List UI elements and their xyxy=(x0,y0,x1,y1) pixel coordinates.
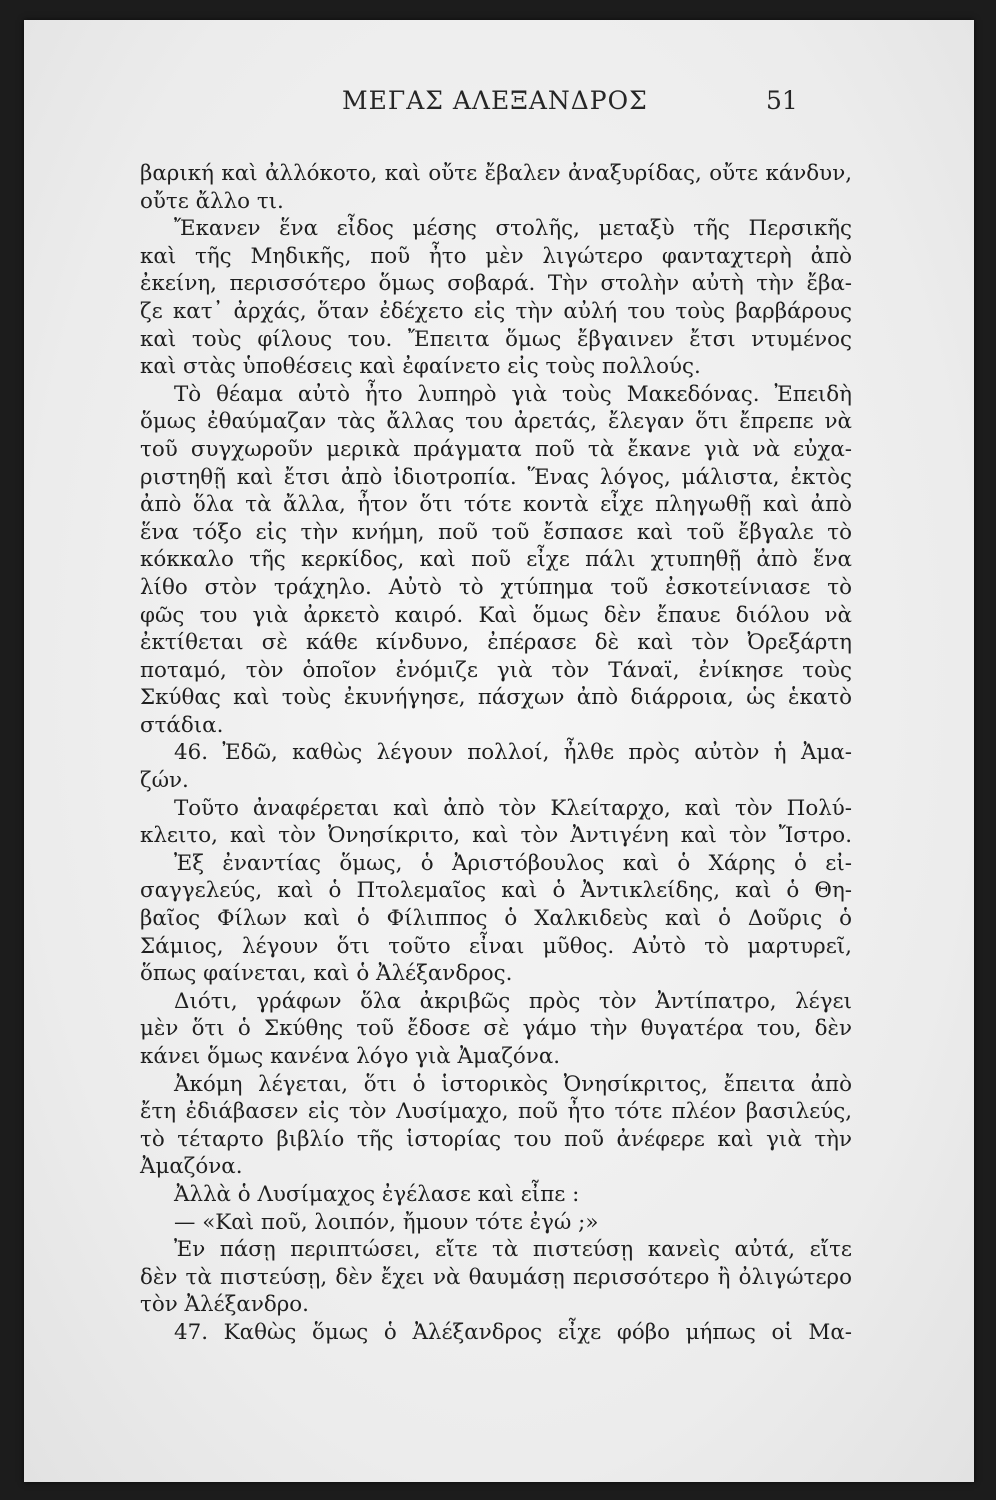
text-line: οὔτε ἄλλο τι. xyxy=(140,188,284,214)
text-line: καὶ τῆς Μηδικῆς, ποῦ ἦτο μὲν λιγώτερο φανταχτερὴ ἀπὸ xyxy=(140,243,852,269)
text-line: λίθο στὸν τράχηλο. Αὐτὸ τὸ χτύπημα τοῦ ἐσκοτείνιασε τὸ xyxy=(140,574,852,600)
text-line: ἀπὸ ὅλα τὰ ἄλλα, ἦτον ὅτι τότε κοντὰ εἶχε πληγωθῇ καὶ ἀπὸ xyxy=(140,492,852,518)
paragraph-start-line: Τὸ θέαμα αὐτὸ ἦτο λυπηρὸ γιὰ τοὺς Μακεδόνας. Ἐπειδὴ xyxy=(174,381,852,407)
page-number: 51 xyxy=(766,86,798,115)
dialogue-line: — «Καὶ ποῦ, λοιπόν, ἤμουν τότε ἐγώ ;» xyxy=(174,1209,599,1235)
paragraph-start-line: Τοῦτο ἀναφέρεται καὶ ἀπὸ τὸν Κλείταρχο, καὶ τὸν Πολύ- xyxy=(174,795,852,821)
text-line: Ἀμαζόνα. xyxy=(140,1154,243,1180)
text-line: στάδια. xyxy=(140,712,224,738)
text-line: κάνει ὅμως κανένα λόγο γιὰ Ἀμαζόνα. xyxy=(140,1044,561,1069)
text-line: ποταμό, τὸν ὁποῖον ἐνόμιζε γιὰ τὸν Τάναϊ, ἐνίκησε τοὺς xyxy=(140,657,852,683)
text-line: ἔτη ἐδιάβασεν εἰς τὸν Λυσίμαχο, ποῦ ἦτο τότε πλέον βασιλεύς, xyxy=(140,1099,852,1125)
text-line: ἐκείνη, περισσότερο ὅμως σοβαρά. Τὴν στολὴν αὐτὴ τὴν ἔβα- xyxy=(140,271,852,297)
text-line: καὶ τοὺς φίλους του. Ἔπειτα ὅμως ἔβγαινεν ἔτσι ντυμένος xyxy=(140,326,852,352)
page-header xyxy=(24,86,974,126)
text-line: τὸν Ἀλέξανδρο. xyxy=(140,1292,309,1318)
text-line: Σκύθας καὶ τοὺς ἐκυνήγησε, πάσχων ἀπὸ διάρροια, ὡς ἑκατὸ xyxy=(140,685,852,711)
text-line: φῶς του γιὰ ἀρκετὸ καιρό. Καὶ ὅμως δὲν ἔπαυε διόλου νὰ xyxy=(140,602,852,628)
book-page xyxy=(24,20,974,1482)
text-line: δὲν τὰ πιστεύσῃ, δὲν ἔχει νὰ θαυμάσῃ περισσότερο ἢ ὀλιγώτερο xyxy=(140,1264,852,1290)
text-line: τὸ τέταρτο βιβλίο τῆς ἱστορίας του ποῦ ἀνέφερε καὶ γιὰ τὴν xyxy=(140,1126,852,1152)
running-title: ΜΕΓΑΣ ΑΛΕΞΑΝΔΡΟΣ xyxy=(342,86,648,115)
text-line: Σάμιος, λέγουν ὅτι τοῦτο εἶναι μῦθος. Αὐτὸ τὸ μαρτυρεῖ, xyxy=(140,933,852,959)
text-line: κλειτο, καὶ τὸν Ὀνησίκριτο, καὶ τὸν Ἀντιγένη καὶ τὸν Ἴστρο. xyxy=(140,823,852,849)
text-line: μὲν ὅτι ὁ Σκύθης τοῦ ἔδοσε σὲ γάμο τὴν θυγατέρα του, δὲν xyxy=(140,1016,852,1042)
text-line: ὅμως ἐθαύμαζαν τὰς ἄλλας του ἀρετάς, ἔλεγαν ὅτι ἔπρεπε νὰ xyxy=(140,409,852,435)
text-line: ζε κατ᾽ ἀρχάς, ὅταν ἐδέχετο εἰς τὴν αὐλή του τοὺς βαρβάρους xyxy=(140,298,852,324)
text-line: καὶ στὰς ὑποθέσεις καὶ ἐφαίνετο εἰς τοὺς πολλούς. xyxy=(140,354,701,380)
paragraph-start-line: Ἀλλὰ ὁ Λυσίμαχος ἐγέλασε καὶ εἶπε : xyxy=(174,1181,580,1207)
text-line: τοῦ συγχωροῦν μερικὰ πράγματα ποῦ τὰ ἔκανε γιὰ νὰ εὐχα- xyxy=(140,436,852,462)
text-line: ἐκτίθεται σὲ κάθε κίνδυνο, ἐπέρασε δὲ καὶ τὸν Ὀρεξάρτη xyxy=(140,630,852,656)
paragraph-start-line: Ἐν πάσῃ περιπτώσει, εἴτε τὰ πιστεύσῃ κανεὶς αὐτά, εἴτε xyxy=(174,1237,852,1263)
paragraph-start-line: Διότι, γράφων ὅλα ἀκριβῶς πρὸς τὸν Ἀντίπατρο, λέγει xyxy=(174,988,852,1014)
body-text xyxy=(140,160,852,1347)
text-line: ἕνα τόξο εἰς τὴν κνήμη, ποῦ τοῦ ἔσπασε καὶ τοῦ ἔβγαλε τὸ xyxy=(140,519,852,545)
text-line: κόκκαλο τῆς κερκίδος, καὶ ποῦ εἶχε πάλι χτυπηθῇ ἀπὸ ἕνα xyxy=(140,547,852,573)
paragraph-start-line: Ἔκανεν ἕνα εἶδος μέσης στολῆς, μεταξὺ τῆς Περσικῆς xyxy=(174,216,852,242)
text-line: βαρική καὶ ἀλλόκοτο, καὶ οὔτε ἔβαλεν ἀναξυρίδας, οὔτε κάνδυν, xyxy=(140,161,852,186)
section-47-line: 47. Καθὼς ὅμως ὁ Ἀλέξανδρος εἶχε φόβο μήπως οἱ Μα- xyxy=(174,1319,852,1345)
section-46-line: 46. Ἐδῶ, καθὼς λέγουν πολλοί, ἦλθε πρὸς αὐτὸν ἡ Ἀμα- xyxy=(174,740,852,766)
text-line: ριστηθῇ καὶ ἔτσι ἀπὸ ἰδιοτροπία. Ἕνας λόγος, μάλιστα, ἐκτὸς xyxy=(140,464,852,490)
text-line: ὅπως φαίνεται, καὶ ὁ Ἀλέξανδρος. xyxy=(140,961,513,987)
paragraph-start-line: Ἐξ ἐναντίας ὅμως, ὁ Ἀριστόβουλος καὶ ὁ Χάρης ὁ εἰ- xyxy=(174,850,852,876)
text-line: βαῖος Φίλων καὶ ὁ Φίλιππος ὁ Χαλκιδεὺς καὶ ὁ Δοῦρις ὁ xyxy=(140,906,852,932)
text-line: ζών. xyxy=(140,768,189,794)
paragraph-start-line: Ἀκόμη λέγεται, ὅτι ὁ ἱστορικὸς Ὀνησίκριτος, ἔπειτα ἀπὸ xyxy=(174,1071,852,1097)
text-line: σαγγελεύς, καὶ ὁ Πτολεμαῖος καὶ ὁ Ἀντικλείδης, καὶ ὁ Θη- xyxy=(140,878,852,904)
